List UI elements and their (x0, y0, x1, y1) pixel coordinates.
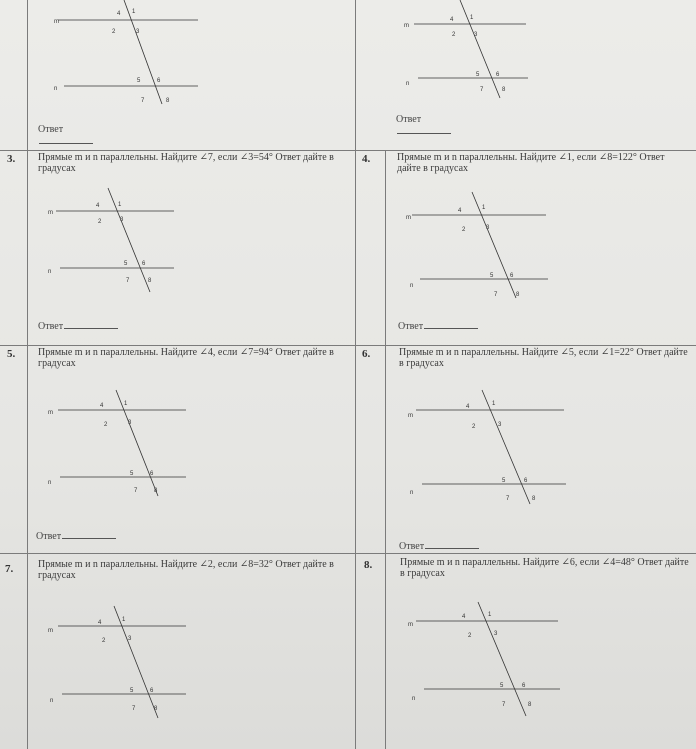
problem-number: 4. (362, 153, 371, 165)
svg-text:4: 4 (96, 203, 100, 209)
answer-field[interactable]: Ответ (396, 114, 451, 137)
svg-text:1: 1 (132, 9, 136, 15)
problem-text: Прямые m и n параллельны. Найдите ∠6, если ∠4=48° Ответ дайте в градусах (400, 557, 689, 579)
svg-text:4: 4 (462, 614, 466, 620)
problem-text: Прямые m и n параллельны. Найдите ∠2, если ∠8=32° Ответ дайте в градусах (38, 559, 334, 581)
svg-text:2: 2 (98, 219, 102, 225)
svg-text:2: 2 (104, 422, 108, 428)
svg-text:3: 3 (128, 636, 132, 642)
svg-text:7: 7 (141, 98, 145, 104)
svg-text:3: 3 (494, 631, 498, 637)
svg-text:8: 8 (154, 488, 158, 494)
svg-text:n: n (406, 81, 410, 87)
svg-text:8: 8 (148, 278, 152, 284)
svg-text:6: 6 (510, 273, 514, 279)
answer-field[interactable]: Ответ (38, 320, 118, 332)
svg-text:3: 3 (474, 32, 478, 38)
problem-text: Прямые m и n параллельны. Найдите ∠5, если ∠1=22° Ответ дайте в градусах (399, 347, 688, 369)
answer-field[interactable]: Ответ (36, 530, 116, 542)
svg-text:7: 7 (506, 496, 510, 502)
svg-text:1: 1 (492, 401, 496, 407)
svg-text:5: 5 (490, 273, 494, 279)
svg-text:5: 5 (502, 478, 506, 484)
svg-text:7: 7 (502, 702, 506, 708)
svg-text:3: 3 (486, 225, 490, 231)
svg-text:7: 7 (480, 87, 484, 93)
answer-field[interactable]: Ответ (399, 540, 479, 552)
table-divider-middle (355, 0, 356, 749)
svg-text:7: 7 (126, 278, 130, 284)
svg-text:n: n (48, 269, 52, 275)
svg-text:n: n (48, 480, 52, 486)
svg-text:m: m (408, 622, 413, 628)
problem-number: 6. (362, 348, 371, 360)
svg-text:8: 8 (516, 292, 520, 298)
svg-text:2: 2 (102, 638, 106, 644)
svg-text:8: 8 (532, 496, 536, 502)
svg-text:6: 6 (150, 688, 154, 694)
svg-text:6: 6 (522, 683, 526, 689)
problem-number: 5. (7, 348, 16, 360)
svg-text:8: 8 (502, 87, 506, 93)
parallel-lines-diagram (46, 386, 196, 501)
line-label-m: m (54, 19, 59, 25)
svg-text:5: 5 (476, 72, 480, 78)
parallel-lines-diagram (402, 388, 572, 508)
svg-text:4: 4 (450, 17, 454, 23)
table-row-divider (0, 345, 696, 346)
svg-text:3: 3 (120, 217, 124, 223)
parallel-lines-diagram (402, 188, 562, 303)
svg-text:6: 6 (157, 78, 161, 84)
svg-text:n: n (50, 698, 54, 704)
problem-number: 8. (364, 559, 373, 571)
svg-text:4: 4 (466, 404, 470, 410)
svg-text:6: 6 (150, 471, 154, 477)
svg-text:m: m (48, 628, 53, 634)
svg-text:1: 1 (488, 612, 492, 618)
parallel-lines-diagram (46, 604, 196, 724)
problem-text: Прямые m и n параллельны. Найдите ∠4, если ∠7=94° Ответ дайте в градусах (38, 347, 334, 369)
svg-text:8: 8 (528, 702, 532, 708)
problem-number: 7. (5, 563, 14, 575)
svg-text:2: 2 (112, 29, 116, 35)
svg-text:2: 2 (472, 424, 476, 430)
svg-text:1: 1 (482, 205, 486, 211)
svg-text:m: m (48, 410, 53, 416)
svg-text:m: m (406, 215, 411, 221)
svg-text:5: 5 (137, 78, 141, 84)
svg-text:4: 4 (117, 11, 121, 17)
svg-text:n: n (410, 283, 414, 289)
svg-text:8: 8 (166, 98, 170, 104)
svg-text:6: 6 (524, 478, 528, 484)
svg-text:4: 4 (458, 208, 462, 214)
svg-text:2: 2 (462, 227, 466, 233)
parallel-lines-diagram (402, 600, 572, 720)
table-divider-number-col (385, 150, 386, 749)
svg-text:n: n (412, 696, 416, 702)
svg-text:3: 3 (128, 420, 132, 426)
problem-text: Прямые m и n параллельны. Найдите ∠1, если ∠8=122° Ответ дайте в градусах (397, 152, 665, 174)
svg-text:5: 5 (130, 688, 134, 694)
parallel-lines-diagram (50, 0, 210, 110)
problem-number: 3. (7, 153, 16, 165)
svg-text:n: n (410, 490, 414, 496)
svg-text:5: 5 (130, 471, 134, 477)
svg-text:5: 5 (124, 261, 128, 267)
svg-text:1: 1 (118, 202, 122, 208)
parallel-lines-diagram (46, 188, 186, 298)
parallel-lines-diagram (400, 0, 540, 105)
answer-field[interactable]: Ответ (38, 124, 93, 147)
line-label-n: n (54, 86, 58, 92)
svg-text:m: m (408, 413, 413, 419)
svg-text:4: 4 (100, 403, 104, 409)
svg-text:7: 7 (134, 488, 138, 494)
svg-text:5: 5 (500, 683, 504, 689)
svg-text:7: 7 (132, 706, 136, 712)
svg-text:3: 3 (498, 422, 502, 428)
svg-text:6: 6 (142, 261, 146, 267)
svg-text:2: 2 (452, 32, 456, 38)
table-row-divider (0, 553, 696, 554)
svg-text:7: 7 (494, 292, 498, 298)
svg-text:8: 8 (154, 706, 158, 712)
problem-text: Прямые m и n параллельны. Найдите ∠7, если ∠3=54° Ответ дайте в градусах (38, 152, 334, 174)
svg-text:1: 1 (470, 15, 474, 21)
svg-text:m: m (404, 23, 409, 29)
svg-text:3: 3 (136, 29, 140, 35)
svg-text:1: 1 (124, 401, 128, 407)
svg-text:1: 1 (122, 617, 126, 623)
table-row-divider (0, 150, 696, 151)
svg-text:m: m (48, 210, 53, 216)
table-border-left (27, 0, 28, 749)
svg-text:2: 2 (468, 633, 472, 639)
svg-text:6: 6 (496, 72, 500, 78)
svg-text:4: 4 (98, 620, 102, 626)
answer-field[interactable]: Ответ (398, 320, 478, 332)
